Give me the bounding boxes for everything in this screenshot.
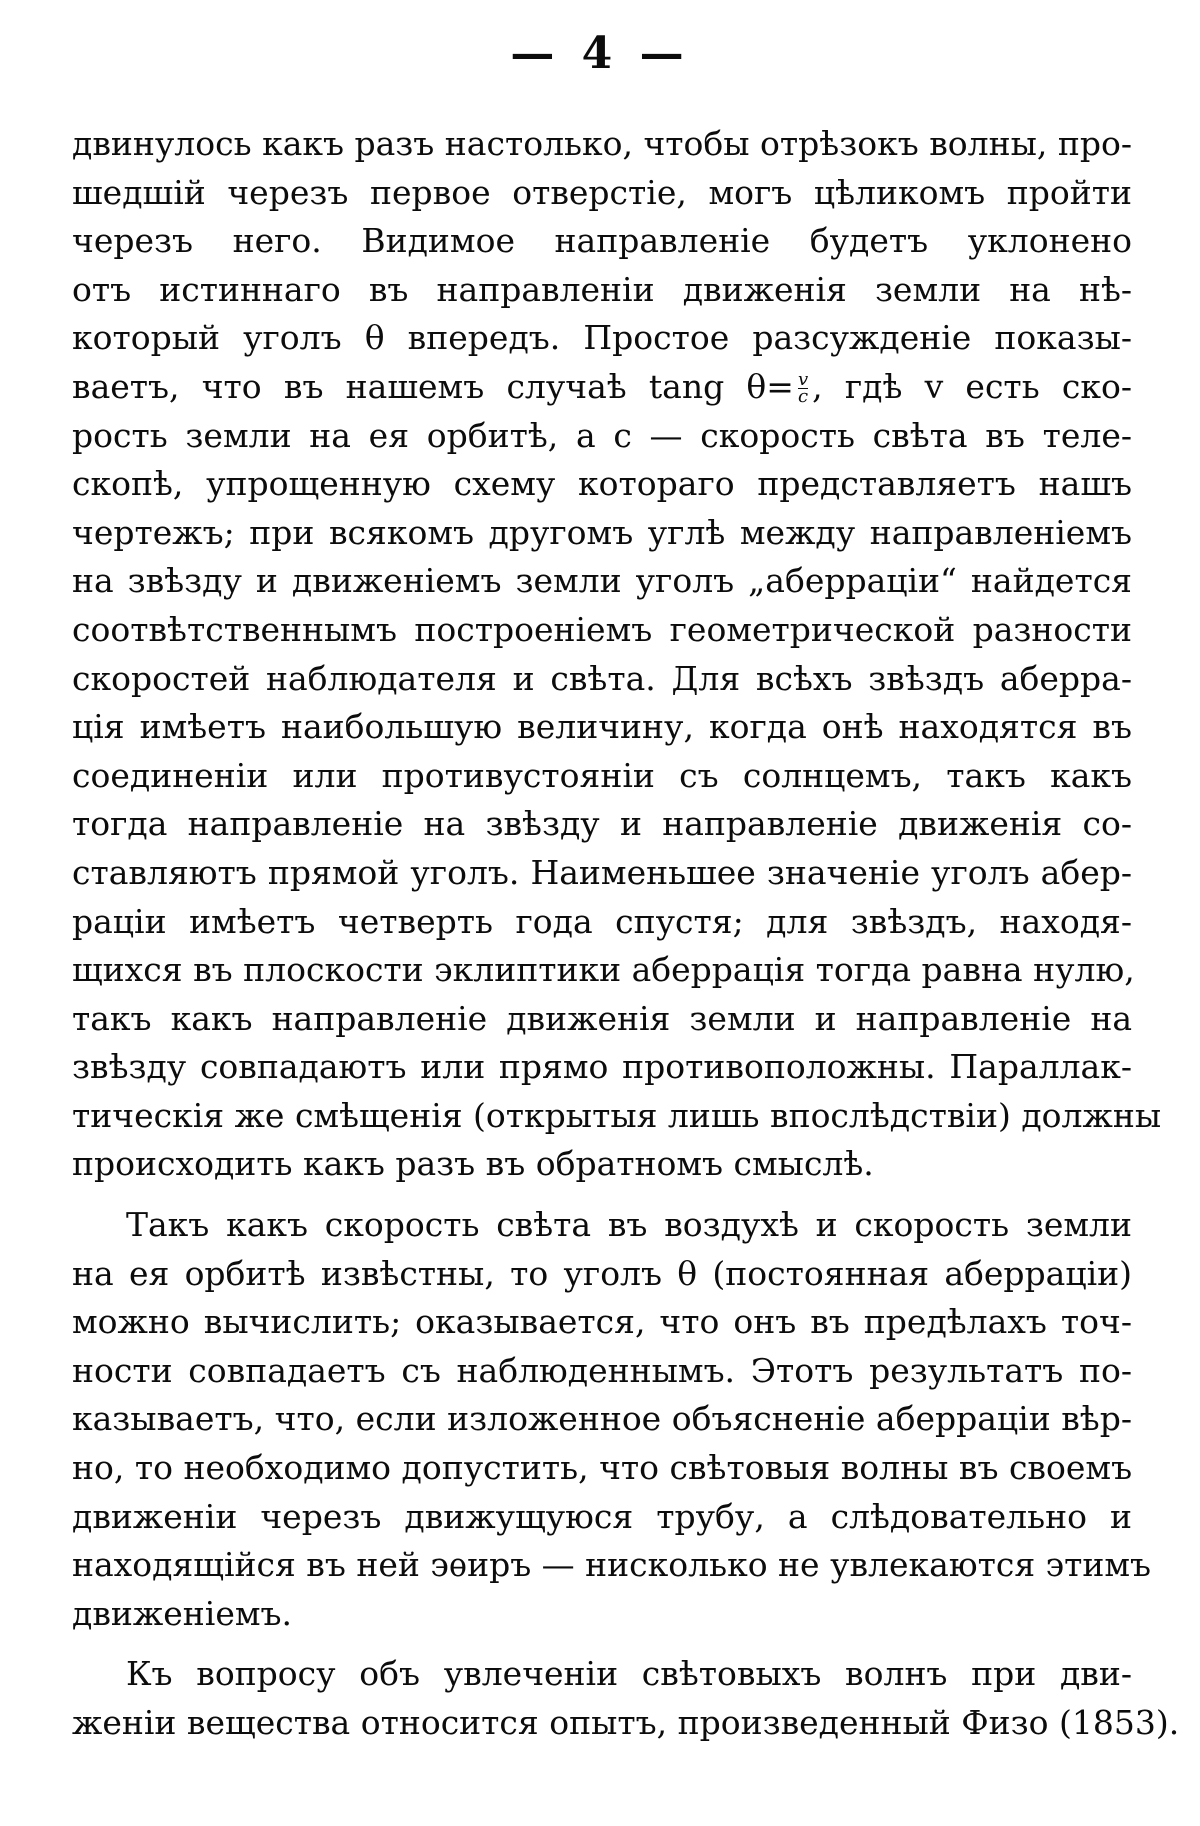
text-line: можно вычислить; оказывается, что онъ въ предѣлахъ точ- xyxy=(72,1302,1132,1342)
text-line: тическія же смѣщенія (открытыя лишь впослѣдствіи) должны xyxy=(72,1095,1162,1135)
text-line: тогда направленіе на звѣзду и направленіе движенія со- xyxy=(72,804,1132,844)
text-line: скоростей наблюдателя и свѣта. Для всѣхъ звѣздъ аберра- xyxy=(72,658,1132,698)
text-line: звѣзду совпадаютъ или прямо противоположны. Параллак- xyxy=(72,1047,1132,1087)
text-line: Къ вопросу объ увлеченіи свѣтовыхъ волнъ при дви- xyxy=(126,1654,1132,1694)
formula-line-text: ваетъ, что въ нашемъ случаѣ tang θ= $\frac{v}{c}$ , гдѣ v есть ско- xyxy=(72,366,1132,408)
text-line: скопѣ, упрощенную схему котораго представляетъ нашъ xyxy=(72,464,1132,504)
text-line: но, то необходимо допустить, что свѣтовыя волны въ своемъ xyxy=(72,1448,1133,1488)
body-text xyxy=(72,120,1180,1748)
text-line: Такъ какъ скорость свѣта въ воздухѣ и скорость земли xyxy=(126,1205,1132,1245)
text-line: движеніи черезъ движущуюся трубу, а слѣдовательно и xyxy=(72,1496,1132,1536)
text-line: находящійся въ ней эѳиръ — нисколько не увлекаются этимъ xyxy=(72,1545,1152,1585)
fraction-numerator: v xyxy=(797,369,809,391)
text-line-formula xyxy=(72,363,1132,412)
text-line: щихся въ плоскости эклиптики аберрація тогда равна нулю, xyxy=(72,950,1135,990)
text-line: черезъ него. Видимое направленіе будетъ уклонено xyxy=(72,221,1132,261)
text-line: ставляютъ прямой уголъ. Наименьшее значеніе уголъ абер- xyxy=(72,852,1132,892)
text-line: двинулось какъ разъ настолько, чтобы отрѣзокъ волны, про- xyxy=(72,124,1132,163)
text-line: ности совпадаетъ съ наблюденнымъ. Этотъ результатъ по- xyxy=(72,1350,1132,1390)
text-line: раціи имѣетъ четверть года спустя; для звѣздъ, находя- xyxy=(72,901,1132,941)
text-line: рость земли на ея орбитѣ, а c — скорость свѣта въ теле- xyxy=(72,415,1132,455)
text-line: чертежъ; при всякомъ другомъ углѣ между направленіемъ xyxy=(72,512,1132,552)
text-line: ція имѣетъ наибольшую величину, когда онѣ находятся въ xyxy=(72,707,1132,747)
text-line: на звѣзду и движеніемъ земли уголъ „аберраціи“ найдется xyxy=(72,561,1132,601)
text-line: шедшій черезъ первое отверстіе, могъ цѣликомъ пройти xyxy=(72,172,1132,212)
page-number: — 4 — xyxy=(510,28,690,79)
text-line: который уголъ θ впередъ. Простое разсужденіе показы- xyxy=(72,318,1132,358)
text-line: движеніемъ. xyxy=(72,1593,293,1633)
paragraph-gap xyxy=(72,1638,1132,1650)
text-line: женіи вещества относится опытъ, произведенный Физо (1853). xyxy=(72,1703,1180,1742)
paragraph-gap xyxy=(72,1189,1132,1201)
text-line: такъ какъ направленіе движенія земли и направленіе на xyxy=(72,998,1132,1038)
text-line: отъ истиннаго въ направленіи движенія земли на нѣ- xyxy=(72,269,1132,309)
text-line: происходить какъ разъ въ обратномъ смыслѣ. xyxy=(72,1144,874,1184)
text-line: казываетъ, что, если изложенное объясненіе аберраціи вѣр- xyxy=(72,1399,1132,1439)
text-line: соотвѣтственнымъ построеніемъ геометрической разности xyxy=(72,609,1132,649)
text-line: соединеніи или противустояніи съ солнцемъ, такъ какъ xyxy=(72,755,1132,795)
fraction-v-over-c xyxy=(797,369,809,408)
fraction-denominator: c xyxy=(797,386,809,408)
text-line: на ея орбитѣ извѣстны, то уголъ θ (постоянная аберраціи) xyxy=(72,1253,1132,1293)
